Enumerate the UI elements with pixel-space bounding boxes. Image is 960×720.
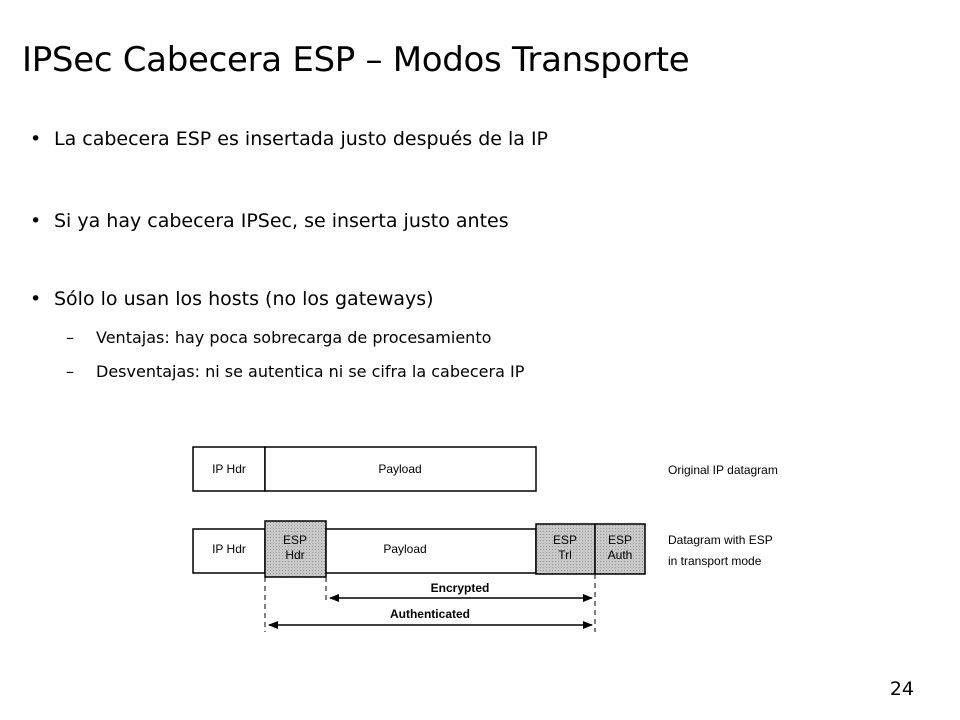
payload-label: Payload [378, 462, 422, 476]
esp-trl-label-1: ESP [552, 533, 578, 547]
encrypted-range [330, 581, 592, 598]
authenticated-label: Authenticated [389, 607, 471, 621]
esp-caption-1: Datagram with ESP [668, 533, 773, 547]
payload-box [326, 529, 536, 573]
encrypted-label: Encrypted [430, 581, 490, 595]
bullet-text: Sólo lo usan los hosts (no los gateways) [54, 288, 434, 310]
ip-hdr-label: IP Hdr [212, 542, 246, 556]
bullet-dot: • [30, 210, 42, 232]
sub-bullet-dash: – [66, 362, 74, 381]
sub-bullet-text: Desventajas: ni se autentica ni se cifra la cabecera IP [96, 362, 525, 381]
bullet-dot: • [30, 128, 42, 150]
bullet-dot: • [30, 288, 42, 310]
original-datagram [193, 447, 778, 491]
esp-auth-label-2: Auth [607, 548, 633, 562]
esp-trl-label-2: Trl [558, 548, 572, 562]
bullet-text: La cabecera ESP es insertada justo después de la IP [54, 128, 549, 150]
sub-bullet-dash: – [66, 328, 74, 347]
page-number: 24 [889, 678, 914, 700]
ip-hdr-label: IP Hdr [212, 462, 246, 476]
esp-hdr-label-2: Hdr [285, 548, 305, 562]
sub-bullet-text: Ventajas: hay poca sobrecarga de procesamiento [96, 328, 492, 347]
slide-title: IPSec Cabecera ESP – Modos Transporte [22, 40, 690, 80]
original-caption: Original IP datagram [668, 463, 778, 477]
authenticated-range [269, 607, 592, 625]
esp-auth-label-1: ESP [607, 533, 633, 547]
esp-hdr-label-1: ESP [282, 533, 308, 547]
bullet-text: Si ya hay cabecera IPSec, se inserta justo antes [54, 210, 509, 232]
payload-label: Payload [383, 542, 427, 556]
esp-caption-2: in transport mode [668, 554, 762, 568]
esp-datagram [193, 521, 773, 577]
